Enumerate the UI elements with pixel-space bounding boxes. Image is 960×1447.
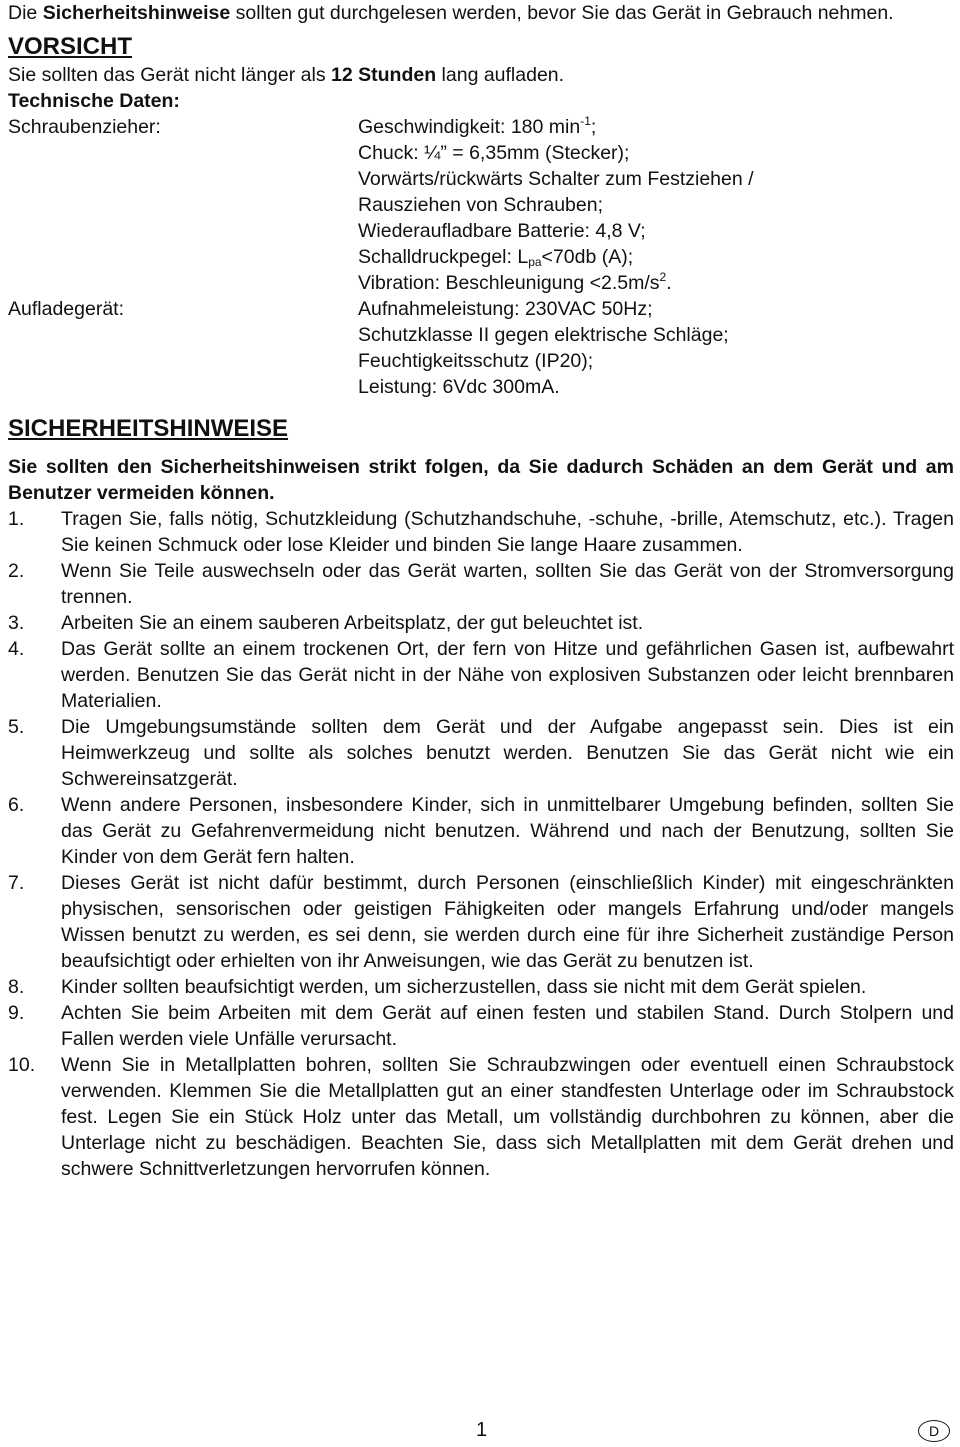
spec-sound-text: Schalldruckpegel: L: [358, 246, 529, 268]
page-number: 1: [476, 1419, 488, 1441]
item-number: 5.: [8, 716, 25, 738]
spec-protection-class: Schutzklasse II gegen elektrische Schläge;: [358, 324, 729, 346]
safety-item: [8, 792, 954, 870]
caution-emphasis: 12 Stunden: [331, 64, 437, 86]
safety-heading: SICHERHEITSHINWEISE: [8, 415, 289, 442]
spec-screwdriver: [8, 114, 954, 296]
safety-item: [8, 636, 954, 714]
spec-switch-line-2: Rausziehen von Schrauben;: [358, 194, 603, 216]
safety-item: [8, 870, 954, 974]
item-number: 3.: [8, 612, 25, 634]
item-text: Wenn Sie Teile auswechseln oder das Gerät warten, sollten Sie das Gerät von der Stromversorgung trennen.: [61, 560, 954, 608]
caution-text: [8, 62, 954, 88]
spec-vibration: [358, 270, 954, 296]
safety-lead: Sie sollten den Sicherheitshinweisen strikt folgen, da Sie dadurch Schäden an dem Gerät und am Benutzer vermeiden können.: [8, 456, 954, 504]
caution-heading: VORSICHT: [8, 33, 133, 60]
item-text: Die Umgebungsumstände sollten dem Gerät und der Aufgabe angepasst sein. Dies ist ein Heimwerkzeug und sollte als solches benutzt werden. Benutzen Sie das Gerät nicht wie ein Schwereinsatzgerät.: [61, 716, 954, 790]
intro-text-start: Die: [8, 2, 43, 24]
item-number: 7.: [8, 872, 25, 894]
spec-vibration-end: .: [666, 272, 672, 294]
item-number: 6.: [8, 794, 25, 816]
item-text: Kinder sollten beaufsichtigt werden, um sicherzustellen, dass sie nicht mit dem Gerät spielen.: [61, 976, 867, 998]
spec-label-charger: Aufladegerät:: [8, 298, 125, 320]
item-number: 9.: [8, 1002, 25, 1024]
item-text: Achten Sie beim Arbeiten mit dem Gerät auf einen festen und stabilen Stand. Durch Stolpern und Fallen werden viele Unfälle verursacht.: [61, 1002, 954, 1050]
spec-sound-subscript: pa: [528, 255, 542, 269]
caution-text-end: lang aufladen.: [436, 64, 565, 86]
intro-emphasis: Sicherheitshinweise: [42, 2, 231, 24]
spec-values-charger: [358, 296, 954, 400]
safety-item: [8, 974, 954, 1000]
item-text: Wenn Sie in Metallplatten bohren, sollten Sie Schraubzwingen oder eventuell einen Schraubstock verwenden. Klemmen Sie die Metallplatten gut an einer standfesten Unterlage oder im Schraubstock fest. Legen Sie ein Stück Holz unter das Metall, um vollständig durchbohren zu können, aber die Unterlage nicht zu beschädigen. Beachten Sie, dass sich Metallplatten mit dem Gerät drehen und schwere Schnittverletzungen hervorrufen können.: [61, 1054, 954, 1180]
safety-item: [8, 558, 954, 610]
item-number: 8.: [8, 976, 25, 998]
spec-values-screwdriver: [358, 114, 954, 296]
country-code-badge: D: [918, 1420, 950, 1442]
item-text: Wenn andere Personen, insbesondere Kinder, sich in unmittelbarer Umgebung befinden, sollten Sie das Gerät zu Gefahrenvermeidung nicht benutzen. Während und nach der Benutzung, sollten Sie Kinder von dem Gerät fern halten.: [61, 794, 954, 868]
spec-input-power: Aufnahmeleistung: 230VAC 50Hz;: [358, 298, 653, 320]
item-number: 10.: [8, 1054, 36, 1076]
spec-speed: [358, 114, 954, 140]
item-number: 4.: [8, 638, 25, 660]
safety-item: [8, 714, 954, 792]
spec-label-screwdriver: Schraubenzieher:: [8, 116, 161, 138]
safety-item: [8, 1000, 954, 1052]
safety-item: [8, 506, 954, 558]
manual-page: [8, 0, 954, 1182]
intro-text-end: sollten gut durchgelesen werden, bevor Sie das Gerät in Gebrauch nehmen.: [230, 2, 894, 24]
caution-text-start: Sie sollten das Gerät nicht länger als: [8, 64, 332, 86]
spec-output-power: Leistung: 6Vdc 300mA.: [358, 376, 560, 398]
spec-speed-exponent: -1: [580, 114, 591, 128]
spec-switch-line-1: Vorwärts/rückwärts Schalter zum Festziehen /: [358, 168, 754, 190]
item-text: Arbeiten Sie an einem sauberen Arbeitsplatz, der gut beleuchtet ist.: [61, 612, 644, 634]
spec-vibration-exponent: 2: [659, 270, 667, 284]
safety-item: [8, 610, 954, 636]
spec-chuck: Chuck: ¼” = 6,35mm (Stecker);: [358, 142, 630, 164]
spec-speed-text: Geschwindigkeit: 180 min: [358, 116, 581, 138]
item-number: 1.: [8, 508, 25, 530]
safety-list: [8, 506, 954, 1182]
item-text: Das Gerät sollte an einem trockenen Ort, der fern von Hitze und gefährlichen Gasen ist, aufbewahrt werden. Benutzen Sie das Gerät nicht in der Nähe von explosiven Substanzen oder leicht brennbaren Materialien.: [61, 638, 954, 712]
item-number: 2.: [8, 560, 25, 582]
spec-vibration-text: Vibration: Beschleunigung <2.5m/s: [358, 272, 660, 294]
item-text: Dieses Gerät ist nicht dafür bestimmt, durch Personen (einschließlich Kinder) mit eingeschränkten physischen, sensorischen oder geistigen Fähigkeiten oder mangels Erfahrung und/oder mangels Wissen benutzt zu werden, es sei denn, sie werden durch eine für ihre Sicherheit zuständige Person beaufsichtigt oder erhielten von ihr Anweisungen, wie das Gerät zu benutzen ist.: [61, 872, 954, 972]
spec-moisture-protection: Feuchtigkeitsschutz (IP20);: [358, 350, 594, 372]
intro-paragraph: [8, 0, 954, 26]
item-text: Tragen Sie, falls nötig, Schutzkleidung (Schutzhandschuhe, -schuhe, -brille, Atemschutz, etc.). Tragen Sie keinen Schmuck oder lose Kleider und binden Sie lange Haare zusammen.: [61, 508, 954, 556]
spec-charger: [8, 296, 954, 400]
safety-item: [8, 1052, 954, 1182]
spec-speed-end: ;: [590, 116, 597, 138]
spec-sound-pressure: [358, 244, 954, 270]
technical-data-title: Technische Daten:: [8, 90, 180, 112]
spec-battery: Wiederaufladbare Batterie: 4,8 V;: [358, 220, 646, 242]
spec-sound-end: <70db (A);: [541, 246, 634, 268]
